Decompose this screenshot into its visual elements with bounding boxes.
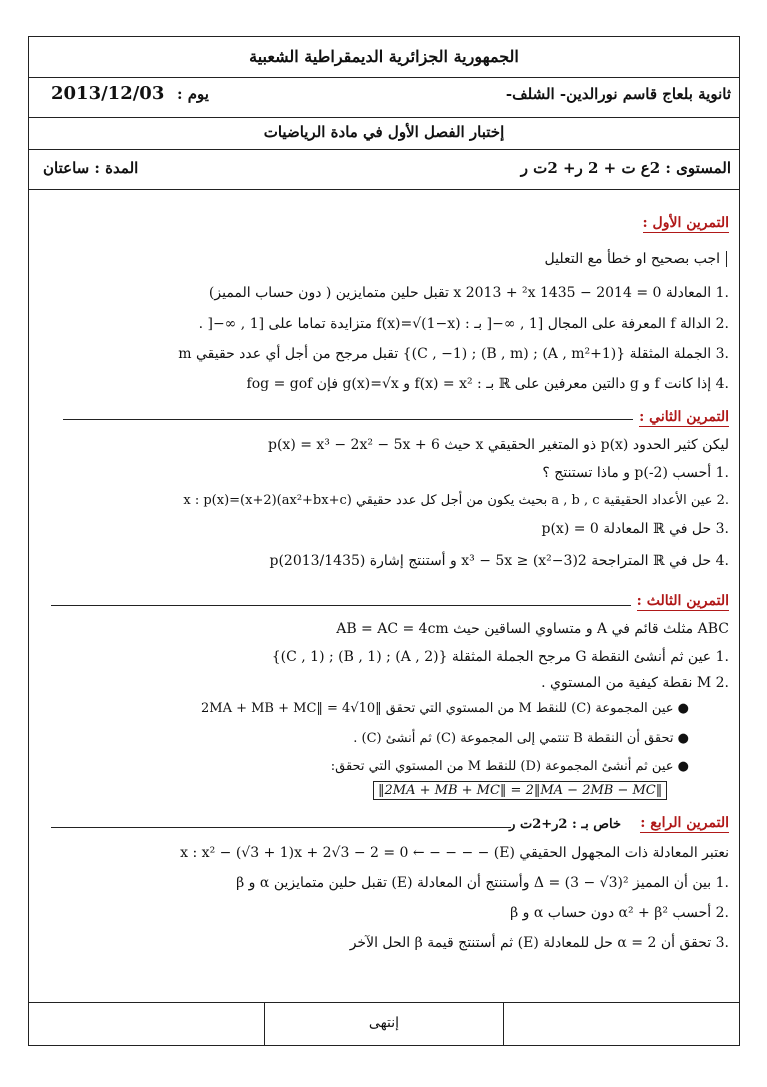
footer-row — [29, 1002, 739, 1045]
ex3-title: التمرين الثالث : — [636, 593, 729, 609]
ex2-item-1: .1 أحسب p(-2) و ماذا تستنتج ؟ — [542, 465, 729, 481]
ex3-intro: ABC مثلث قائم في A و متساوي الساقين حيث AB = AC = 4cm — [336, 621, 729, 637]
ex2-item-4: .4 حل في ℝ المتراجحة 2(x²−3) ≤ x³ − 5x و أستنتج إشارة p(2013/1435) — [269, 553, 729, 569]
school-name: ثانوية بلعاج قاسم نورالدين- الشلف- — [505, 85, 731, 103]
republic-title: الجمهورية الجزائرية الديمقراطية الشعبية — [249, 47, 519, 66]
ex3-separator — [51, 827, 511, 828]
ex1-title: التمرين الأول : — [642, 215, 729, 231]
ex1-intro: اجب بصحيح او خطأ مع التعليل — [545, 251, 727, 267]
ex1-item-1: .1 المعادلة 0 = 2014 − x 2013 + ²x 1435 تقبل حلين متمايزين ( دون حساب المميز) — [208, 285, 729, 301]
ex3-bullet-1-text: عين المجموعة (C) للنقط M من المستوي التي تحقق ‖2MA + MB + MC‖ = 4√10 — [200, 701, 674, 716]
bullet-icon: ● — [673, 759, 689, 774]
ex4-intro: نعتبر المعادلة ذات المجهول الحقيقي x : x² − (√3 + 1)x + 2√3 − 2 = 0 ← − − − − (E) — [180, 845, 729, 861]
exam-title: إختبار الفصل الأول في مادة الرياضيات — [263, 123, 505, 141]
ex4-item-2: .2 أحسب α² + β² دون حساب α و β — [510, 905, 729, 921]
ex3-boxed-equation: ‖2MA + MB + MC‖ = 2‖MA − 2MB − MC‖ — [373, 781, 667, 800]
divider — [29, 117, 739, 118]
ex3-item-2: .2 M نقطة كيفية من المستوي . — [541, 675, 729, 691]
ex2-item-2: .2 عين الأعداد الحقيقية a , b , c بحيث يكون من أجل كل عدد حقيقي x : p(x)=(x+2)(ax²+bx+c) — [183, 493, 729, 508]
ex1-item-2: .2 الدالة f المعرفة على المجال [1 , ∞−[ بـ : f(x)=√(1−x) متزايدة تماما على [1 , ∞−[ . — [198, 316, 729, 332]
ex3-bullet-2-text: تحقق أن النقطة B تنتمي إلى المجموعة (C) ثم أنشئ (C) . — [353, 731, 674, 746]
ex1-item-4: .4 إذا كانت f و g دالتين معرفين على ℝ بـ : f(x) = x² و g(x)=√x فإن fog = gof — [246, 376, 729, 392]
ex2-intro: ليكن كثير الحدود p(x) ذو المتغير الحقيقي x حيث p(x) = x³ − 2x² − 5x + 6 — [268, 437, 729, 453]
ex4-item-3: .3 تحقق أن α = 2 حل للمعادلة (E) ثم أستنتج قيمة β الحل الآخر — [349, 935, 729, 951]
ex2-item-3: .3 حل في ℝ المعادلة p(x) = 0 — [541, 521, 729, 537]
exam-date: 2013/12/03 — [51, 83, 165, 104]
bullet-icon: ● — [673, 701, 689, 716]
date-label: يوم : — [177, 85, 209, 103]
divider — [29, 189, 739, 190]
page-frame — [28, 36, 740, 1046]
footer-cell-right — [503, 1003, 739, 1045]
ex3-bullet-3 — [331, 759, 689, 774]
footer-cell-left — [29, 1003, 264, 1045]
duration: المدة : ساعتان — [43, 159, 139, 177]
level: المستوى : 2ع ت + 2 ر+ 2ت ر — [520, 159, 731, 177]
divider — [29, 77, 739, 78]
ex1-separator — [63, 419, 633, 420]
footer-cell-center — [264, 1003, 503, 1045]
ex2-separator — [51, 605, 631, 606]
ex4-item-1: .1 بين أن المميز Δ = (3 − √3)² وأستنتج أن المعادلة (E) تقبل حلين متمايزين α و β — [236, 875, 729, 891]
divider — [29, 149, 739, 150]
bullet-icon: ● — [673, 731, 689, 746]
ex1-item-3: .3 الجملة المثقلة {(A , m²+1) ; (B , m) ; (C , −1)} تقبل مرجح من أجل أي عدد حقيقي m — [178, 346, 729, 362]
ex3-bullet-1 — [201, 701, 689, 716]
ex3-bullet-3-text: عين ثم أنشئ المجموعة (D) للنقط M من المستوي التي تحقق: — [330, 759, 674, 774]
end-label: إنتهى — [368, 1015, 400, 1031]
ex4-title: التمرين الرابع : — [640, 815, 729, 831]
ex3-bullet-2 — [353, 731, 689, 746]
ex4-note: خاص بـ : 2ر+2ت ر — [509, 817, 621, 832]
ex3-item-1: .1 عين ثم أنشئ النقطة G مرجح الجملة المثقلة {(A , 2) ; (B , 1) ; (C , 1)} — [271, 649, 729, 665]
ex2-title: التمرين الثاني : — [639, 409, 729, 425]
